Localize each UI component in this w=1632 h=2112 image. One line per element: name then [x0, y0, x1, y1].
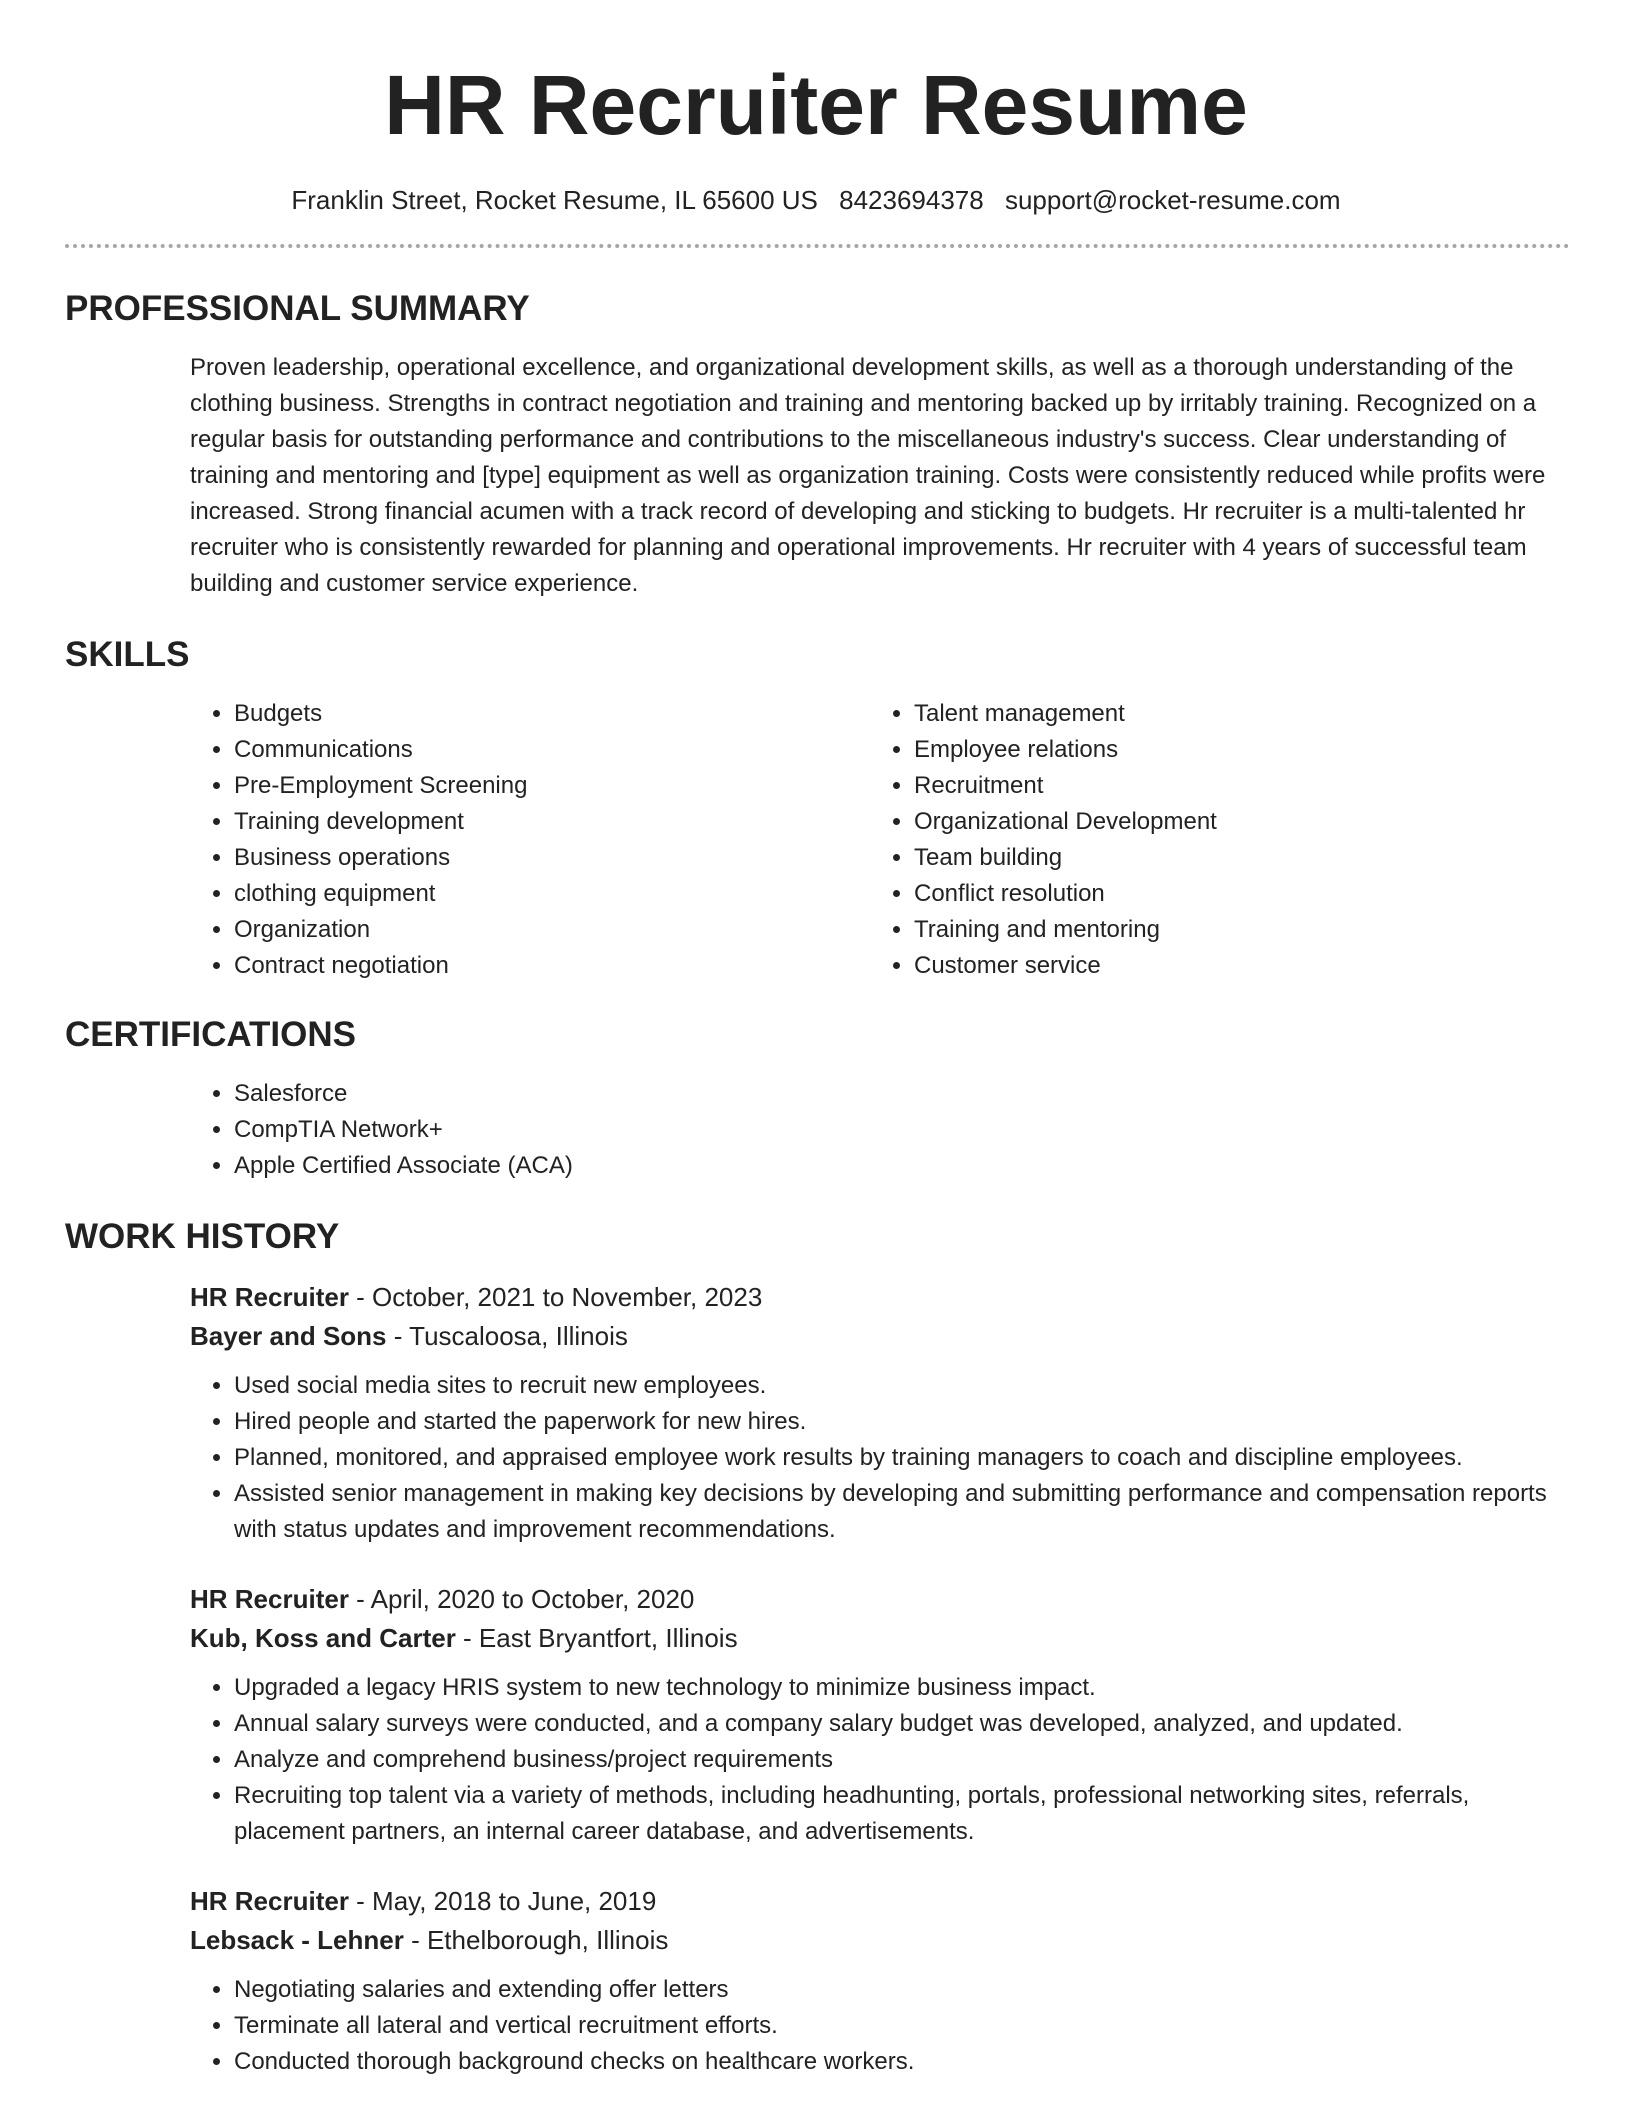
skill-item: • Training and mentoring [914, 912, 1550, 948]
certification-item: • Apple Certified Associate (ACA) [234, 1148, 1567, 1184]
skill-item: • Customer service [914, 948, 1550, 984]
section-title-work-history: WORK HISTORY [65, 1217, 340, 1256]
skill-item: • Contract negotiation [234, 948, 870, 984]
job-dates: - October, 2021 to November, 2023 [348, 1282, 763, 1312]
skill-item: • Training development [234, 804, 870, 840]
job-company: Kub, Koss and Carter [190, 1623, 456, 1653]
job-location: - Tuscaloosa, Illinois [386, 1321, 628, 1351]
job-company: Bayer and Sons [190, 1321, 387, 1351]
job-location: - Ethelborough, Illinois [403, 1925, 669, 1955]
resume-title: HR Recruiter Resume [384, 58, 1248, 152]
job-company: Lebsack - Lehner [190, 1925, 404, 1955]
job-company-line [190, 1317, 1567, 1356]
skill-item: • Communications [234, 732, 870, 768]
job-entry [190, 1882, 1567, 2080]
certifications-section [65, 1014, 1567, 1184]
job-company-line [190, 1921, 1567, 1960]
contact-line [65, 184, 1567, 216]
skill-item: • Employee relations [914, 732, 1550, 768]
job-entry [190, 1580, 1567, 1850]
job-bullet: • Analyze and comprehend business/project requirements [234, 1742, 1567, 1778]
job-bullet: • Terminate all lateral and vertical recruitment efforts. [234, 2008, 1567, 2044]
job-bullet: • Annual salary surveys were conducted, and a company salary budget was developed, analyzed, and updated. [234, 1706, 1567, 1742]
skill-item: • Conflict resolution [914, 876, 1550, 912]
job-bullet: • Planned, monitored, and appraised employee work results by training managers to coach and discipline employees. [234, 1440, 1567, 1476]
skill-item: • Business operations [234, 840, 870, 876]
job-role: HR Recruiter [190, 1584, 349, 1614]
skills-left-list [190, 696, 870, 984]
job-bullets [190, 1972, 1567, 2080]
job-role-line [190, 1580, 1567, 1619]
skill-item: • Recruitment [914, 768, 1550, 804]
job-entry [190, 1278, 1567, 1548]
skills-right-list [870, 696, 1550, 984]
certifications-list [190, 1076, 1567, 1184]
certifications-list-wrap [190, 1076, 1567, 1184]
section-title-skills: SKILLS [65, 635, 190, 674]
contact-address: Franklin Street, Rocket Resume, IL 65600 US [291, 185, 818, 215]
job-bullet: • Negotiating salaries and extending offer letters [234, 1972, 1567, 2008]
job-bullet: • Upgraded a legacy HRIS system to new technology to minimize business impact. [234, 1670, 1567, 1706]
job-dates: - April, 2020 to October, 2020 [348, 1584, 695, 1614]
job-bullet: • Recruiting top talent via a variety of methods, including headhunting, portals, professional networking sites, referrals, placement partners, an internal career database, and advertisements. [234, 1778, 1567, 1850]
skill-item: • Organization [234, 912, 870, 948]
skill-item: • Pre-Employment Screening [234, 768, 870, 804]
job-bullet: • Hired people and started the paperwork for new hires. [234, 1404, 1567, 1440]
job-bullets [190, 1670, 1567, 1850]
job-dates: - May, 2018 to June, 2019 [348, 1886, 657, 1916]
work-history-section [65, 1216, 1567, 2080]
job-bullets [190, 1368, 1567, 1548]
job-role-line [190, 1278, 1567, 1317]
job-role: HR Recruiter [190, 1282, 349, 1312]
summary-text: Proven leadership, operational excellence, and organizational development skills, as well as a thorough understanding of the clothing business. Strengths in contract negotiation and training and mentoring backed up by irritably training. Recognized on a regular basis for outstanding performance and contributions to the miscellaneous industry's success. Clear understanding of training and mentoring and [type] equipment as well as organization training. Costs were consistently reduced while profits were increased. Strong financial acumen with a track record of developing and sticking to budgets. Hr recruiter is a multi-talented hr recruiter who is consistently rewarded for planning and operational improvements. Hr recruiter with 4 years of successful team building and customer service experience. [190, 354, 1546, 597]
job-bullet: • Conducted thorough background checks on healthcare workers. [234, 2044, 1567, 2080]
job-role-line [190, 1882, 1567, 1921]
section-title-summary: PROFESSIONAL SUMMARY [65, 289, 530, 328]
certification-item: • Salesforce [234, 1076, 1567, 1112]
skill-item: • Talent management [914, 696, 1550, 732]
job-company-line [190, 1619, 1567, 1658]
job-bullet: • Assisted senior management in making key decisions by developing and submitting performance and compensation reports with status updates and improvement recommendations. [234, 1476, 1567, 1548]
header-divider [65, 244, 1570, 248]
job-role: HR Recruiter [190, 1886, 349, 1916]
skills-columns [190, 696, 1567, 984]
job-bullet: • Used social media sites to recruit new employees. [234, 1368, 1567, 1404]
summary-section [65, 288, 1567, 602]
certification-item: • CompTIA Network+ [234, 1112, 1567, 1148]
contact-phone: 8423694378 [839, 185, 984, 215]
skill-item: • Budgets [234, 696, 870, 732]
contact-email: support@rocket-resume.com [1004, 185, 1341, 215]
skill-item: • clothing equipment [234, 876, 870, 912]
job-location: - East Bryantfort, Illinois [455, 1623, 738, 1653]
skills-section [65, 634, 1567, 984]
section-title-certifications: CERTIFICATIONS [65, 1015, 357, 1054]
skill-item: • Organizational Development [914, 804, 1550, 840]
skill-item: • Team building [914, 840, 1550, 876]
